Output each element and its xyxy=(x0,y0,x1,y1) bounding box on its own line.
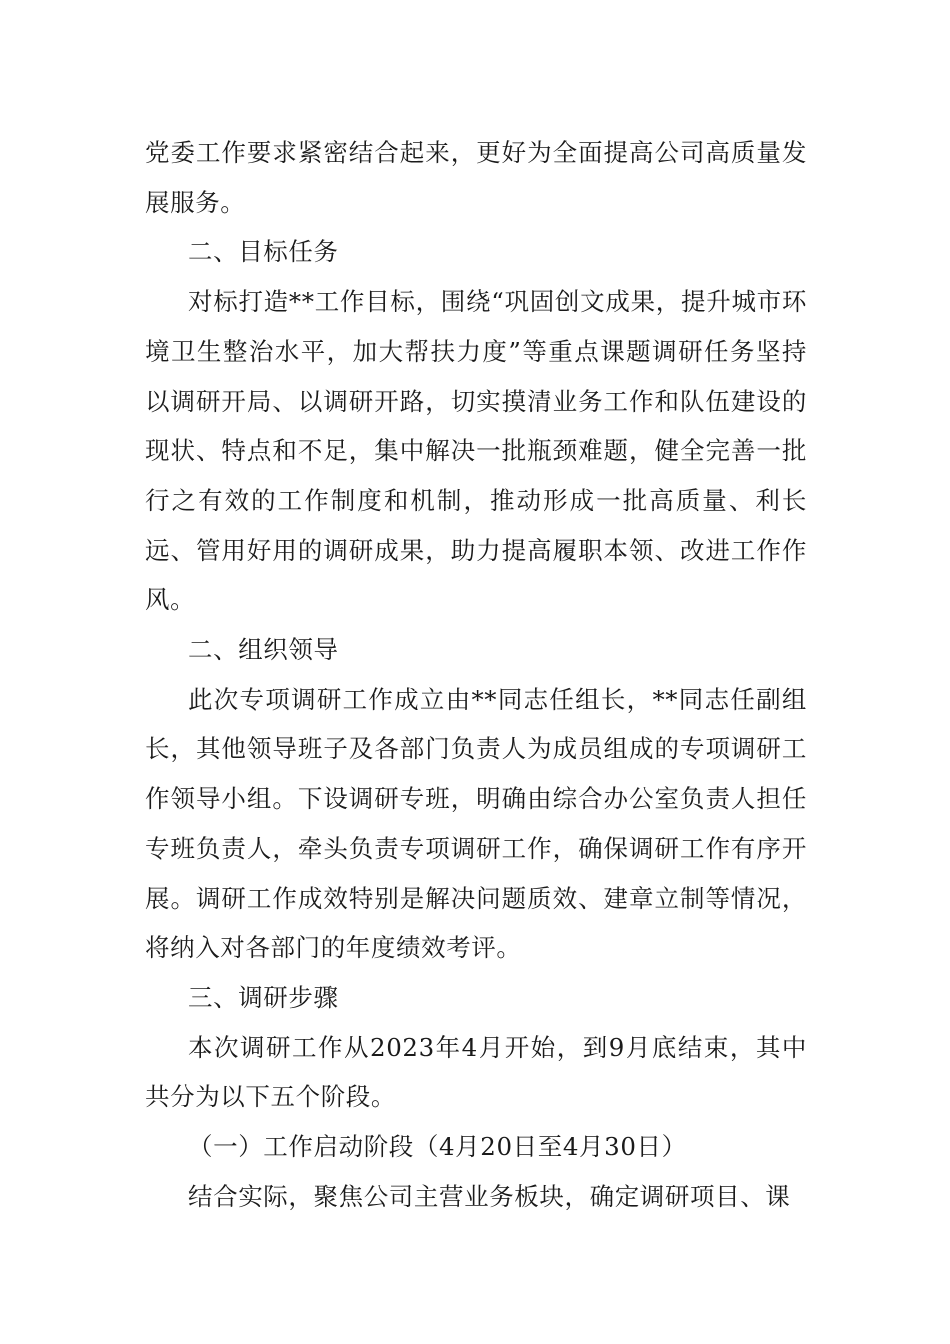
paragraph-intro-continued: 党委工作要求紧密结合起来，更好为全面提高公司高质量发展服务。 xyxy=(145,138,807,217)
paragraph-goals: 对标打造**工作目标，围绕“巩固创文成果，提升城市环境卫生整治水平，加大帮扶力度”等重点课题调研任务坚持以调研开局、以调研开路，切实摸清业务工作和队伍建设的现状、特点和不足，集中解决一批瓶颈难题，健全完善一批行之有效的工作制度和机制，推动形成一批高质量、利长远、管用好用的调研成果，助力提高履职本领、改进工作作风。 xyxy=(145,287,807,615)
section-heading-goals: 二、目标任务 xyxy=(188,237,339,267)
paragraph-launch: 结合实际，聚焦公司主营业务板块，确定调研项目、课 xyxy=(188,1181,791,1211)
paragraph-organization: 此次专项调研工作成立由**同志任组长，**同志任副组长，其他领导班子及各部门负责人为成员组成的专项调研工作领导小组。下设调研专班，明确由综合办公室负责人担任专班负责人，牵头负责专项调研工作，确保调研工作有序开展。调研工作成效特别是解决问题质效、建章立制等情况，将纳入对各部门的年度绩效考评。 xyxy=(145,684,807,963)
section-heading-steps: 三、调研步骤 xyxy=(188,982,339,1012)
paragraph-steps: 本次调研工作从2023年4月开始，到9月底结束，其中共分为以下五个阶段。 xyxy=(145,1032,807,1112)
document-body xyxy=(145,128,807,1221)
subsection-heading-launch: （一）工作启动阶段（4月20日至4月30日） xyxy=(188,1132,687,1162)
section-heading-organization: 二、组织领导 xyxy=(188,635,339,665)
